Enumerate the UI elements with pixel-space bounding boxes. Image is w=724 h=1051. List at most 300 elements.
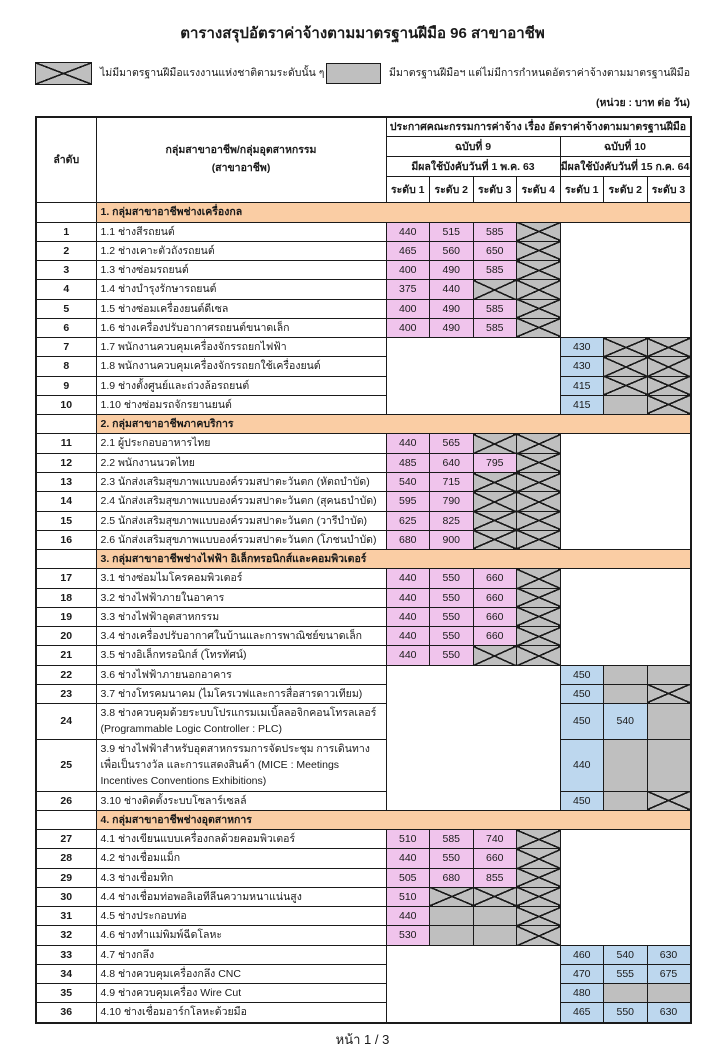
wage-cell: 375 (386, 280, 430, 299)
wage-cell: 595 (386, 492, 430, 511)
wage-cell: 550 (430, 588, 474, 607)
crossed-cell (517, 588, 561, 607)
crossed-cell (430, 887, 474, 906)
header-ed10-level-2: ระดับ 2 (604, 177, 648, 203)
legend-label-gray: มีมาตรฐานฝีมือฯ แต่ไม่มีการกำหนดอัตราค่าจ้างตามมาตรฐานฝีมือ (389, 66, 690, 79)
empty-cell (386, 945, 560, 964)
table-row (36, 739, 691, 791)
occupation-name-cell: 4.5 ช่างประกอบท่อ (96, 907, 386, 926)
table-row (36, 964, 691, 983)
crossed-cell (647, 395, 691, 414)
wage-cell: 550 (430, 849, 474, 868)
legend-item-gray (326, 63, 690, 84)
crossed-cell (517, 849, 561, 868)
crossed-cell (517, 280, 561, 299)
crossed-cell (517, 926, 561, 945)
crossed-cell (517, 473, 561, 492)
legend (35, 62, 690, 85)
empty-cell (386, 338, 560, 357)
section-header-row (36, 203, 691, 222)
occupation-name-cell: 4.10 ช่างเชื่อมอาร์กโลหะด้วยมือ (96, 1003, 386, 1023)
occupation-name-cell: 4.7 ช่างกลึง (96, 945, 386, 964)
header-ed9-level-4: ระดับ 4 (517, 177, 561, 203)
empty-cell (386, 1003, 560, 1023)
legend-item-crossed (35, 62, 324, 85)
header-effective-10: มีผลใช้บังคับวันที่ 15 ก.ค. 64 (560, 157, 691, 177)
empty-cell (560, 646, 691, 665)
empty-cell (386, 984, 560, 1003)
row-number-cell: 1 (36, 222, 96, 241)
empty-cell (560, 318, 691, 337)
wage-cell: 440 (560, 739, 604, 791)
table-row (36, 473, 691, 492)
empty-cell (386, 791, 560, 810)
row-number-cell: 11 (36, 434, 96, 453)
row-number-cell: 12 (36, 453, 96, 472)
occupation-name-cell: 1.9 ช่างตั้งศูนย์และถ่วงล้อรถยนต์ (96, 376, 386, 395)
row-number-cell: 2 (36, 241, 96, 260)
row-number-cell: 3 (36, 261, 96, 280)
occupation-name-cell: 3.4 ช่างเครื่องปรับอากาศในบ้านและการพาณิชย์ขนาดเล็ก (96, 627, 386, 646)
table-row (36, 607, 691, 626)
wage-cell: 790 (430, 492, 474, 511)
wage-cell: 440 (386, 434, 430, 453)
header-ed9-level-1: ระดับ 1 (386, 177, 430, 203)
wage-cell: 450 (560, 684, 604, 703)
occupation-name-cell: 2.2 พนักงานนวดไทย (96, 453, 386, 472)
wage-cell: 415 (560, 395, 604, 414)
wage-cell: 630 (647, 945, 691, 964)
gray-box-icon (326, 63, 381, 84)
occupation-name-cell: 2.3 นักส่งเสริมสุขภาพแบบองค์รวมสปาตะวันตก (หัตถบำบัด) (96, 473, 386, 492)
crossed-cell (517, 511, 561, 530)
wage-cell: 450 (560, 665, 604, 684)
row-number-cell: 34 (36, 964, 96, 983)
occupation-name-cell: 1.3 ช่างซ่อมรถยนต์ (96, 261, 386, 280)
wage-cell: 550 (430, 607, 474, 626)
crossed-cell (604, 338, 648, 357)
table-row (36, 280, 691, 299)
header-edition-9: ฉบับที่ 9 (386, 137, 560, 157)
table-row (36, 907, 691, 926)
wage-cell: 715 (430, 473, 474, 492)
empty-cell (386, 739, 560, 791)
wage-cell: 660 (473, 849, 517, 868)
section-title: 2. กลุ่มสาขาอาชีพภาคบริการ (96, 415, 691, 434)
empty-cell (560, 492, 691, 511)
table-row (36, 588, 691, 607)
occupation-name-cell: 1.4 ช่างบำรุงรักษารถยนต์ (96, 280, 386, 299)
occupation-name-cell: 3.10 ช่างติดตั้งระบบโซลาร์เซลล์ (96, 791, 386, 810)
no-rate-cell (604, 395, 648, 414)
row-number-cell: 17 (36, 569, 96, 588)
empty-cell (560, 530, 691, 549)
empty-cell (560, 627, 691, 646)
empty-cell (560, 299, 691, 318)
table-row (36, 222, 691, 241)
crossed-cell (517, 222, 561, 241)
crossed-cell (647, 376, 691, 395)
wage-cell: 440 (430, 280, 474, 299)
table-row (36, 684, 691, 703)
row-number-cell: 35 (36, 984, 96, 1003)
section-blank-cell (36, 550, 96, 569)
wage-cell: 550 (430, 646, 474, 665)
wage-cell: 680 (386, 530, 430, 549)
row-number-cell: 18 (36, 588, 96, 607)
occupation-name-cell: 2.1 ผู้ประกอบอาหารไทย (96, 434, 386, 453)
wage-cell: 795 (473, 453, 517, 472)
section-blank-cell (36, 810, 96, 829)
header-ed10-level-3: ระดับ 3 (647, 177, 691, 203)
wage-cell: 440 (386, 907, 430, 926)
crossed-box-icon (35, 62, 92, 85)
section-title: 4. กลุ่มสาขาอาชีพช่างอุตสาหการ (96, 810, 691, 829)
header-effective-9: มีผลใช้บังคับวันที่ 1 พ.ค. 63 (386, 157, 560, 177)
table-row (36, 318, 691, 337)
occupation-name-cell: 2.4 นักส่งเสริมสุขภาพแบบองค์รวมสปาตะวันตก (สุคนธบำบัด) (96, 492, 386, 511)
occupation-name-cell: 3.2 ช่างไฟฟ้าภายในอาคาร (96, 588, 386, 607)
table-row (36, 511, 691, 530)
empty-cell (386, 684, 560, 703)
row-number-cell: 14 (36, 492, 96, 511)
empty-cell (560, 241, 691, 260)
empty-cell (560, 280, 691, 299)
table-row (36, 627, 691, 646)
wage-cell: 440 (386, 588, 430, 607)
wage-table (35, 116, 692, 1024)
header-col-group-line1: กลุ่มสาขาอาชีพ/กลุ่มอุตสาหกรรม (165, 144, 317, 157)
wage-cell: 440 (386, 646, 430, 665)
table-row (36, 569, 691, 588)
occupation-name-cell: 4.1 ช่างเขียนแบบเครื่องกลด้วยคอมพิวเตอร์ (96, 830, 386, 849)
occupation-name-cell: 4.2 ช่างเชื่อมแม็ก (96, 849, 386, 868)
empty-cell (386, 395, 560, 414)
row-number-cell: 20 (36, 627, 96, 646)
wage-cell: 440 (386, 607, 430, 626)
row-number-cell: 28 (36, 849, 96, 868)
empty-cell (560, 607, 691, 626)
wage-cell: 900 (430, 530, 474, 549)
row-number-cell: 25 (36, 739, 96, 791)
table-row (36, 830, 691, 849)
row-number-cell: 33 (36, 945, 96, 964)
wage-cell: 565 (430, 434, 474, 453)
crossed-cell (604, 376, 648, 395)
empty-cell (560, 261, 691, 280)
occupation-name-cell: 1.5 ช่างซ่อมเครื่องยนต์ดีเซล (96, 299, 386, 318)
wage-cell: 550 (430, 627, 474, 646)
row-number-cell: 32 (36, 926, 96, 945)
no-rate-cell (604, 984, 648, 1003)
wage-cell: 660 (473, 607, 517, 626)
wage-cell: 585 (473, 222, 517, 241)
wage-cell: 480 (560, 984, 604, 1003)
section-blank-cell (36, 203, 96, 222)
row-number-cell: 16 (36, 530, 96, 549)
wage-cell: 555 (604, 964, 648, 983)
empty-cell (560, 511, 691, 530)
crossed-cell (517, 453, 561, 472)
occupation-name-cell: 1.2 ช่างเคาะตัวถังรถยนต์ (96, 241, 386, 260)
table-row (36, 849, 691, 868)
wage-cell: 825 (430, 511, 474, 530)
table-row (36, 376, 691, 395)
no-rate-cell (647, 704, 691, 740)
occupation-name-cell: 4.3 ช่างเชื่อมทิก (96, 868, 386, 887)
empty-cell (560, 473, 691, 492)
row-number-cell: 30 (36, 887, 96, 906)
crossed-cell (473, 434, 517, 453)
no-rate-cell (647, 739, 691, 791)
crossed-cell (517, 299, 561, 318)
crossed-cell (517, 492, 561, 511)
wage-cell: 450 (560, 704, 604, 740)
crossed-cell (517, 241, 561, 260)
section-header-row (36, 810, 691, 829)
wage-cell: 560 (430, 241, 474, 260)
wage-cell: 585 (473, 261, 517, 280)
crossed-cell (604, 357, 648, 376)
empty-cell (386, 357, 560, 376)
wage-cell: 465 (560, 1003, 604, 1023)
row-number-cell: 26 (36, 791, 96, 810)
wage-cell: 540 (386, 473, 430, 492)
occupation-name-cell: 4.9 ช่างควบคุมเครื่อง Wire Cut (96, 984, 386, 1003)
wage-cell: 660 (473, 588, 517, 607)
wage-cell: 585 (473, 318, 517, 337)
wage-cell: 585 (473, 299, 517, 318)
header-ed9-level-3: ระดับ 3 (473, 177, 517, 203)
crossed-cell (647, 791, 691, 810)
table-row (36, 945, 691, 964)
table-header (36, 117, 691, 203)
crossed-cell (473, 280, 517, 299)
row-number-cell: 13 (36, 473, 96, 492)
row-number-cell: 21 (36, 646, 96, 665)
row-number-cell: 36 (36, 1003, 96, 1023)
occupation-name-cell: 3.9 ช่างไฟฟ้าสำหรับอุตสาหกรรมการจัดประชุม การเดินทางเพื่อเป็นรางวัล และการแสดงสินค้า (MICE : Meetings Incentives Conventions Exhibitions) (96, 739, 386, 791)
wage-cell: 630 (647, 1003, 691, 1023)
wage-cell: 440 (386, 222, 430, 241)
section-title: 3. กลุ่มสาขาอาชีพช่างไฟฟ้า อิเล็กทรอนิกส์และคอมพิวเตอร์ (96, 550, 691, 569)
row-number-cell: 7 (36, 338, 96, 357)
table-row (36, 646, 691, 665)
row-number-cell: 10 (36, 395, 96, 414)
wage-cell: 515 (430, 222, 474, 241)
page-number: หน้า 1 / 3 (335, 1031, 390, 1047)
wage-cell: 470 (560, 964, 604, 983)
table-body (36, 203, 691, 1023)
wage-cell: 660 (473, 627, 517, 646)
empty-cell (560, 830, 691, 849)
crossed-cell (517, 646, 561, 665)
wage-cell: 650 (473, 241, 517, 260)
no-rate-cell (430, 907, 474, 926)
legend-label-crossed: ไม่มีมาตรฐานฝีมือแรงงานแห่งชาติตามระดับนั้น ๆ (100, 66, 325, 79)
header-col-group-line2: (สาขาอาชีพ) (211, 162, 271, 175)
empty-cell (560, 926, 691, 945)
table-row (36, 492, 691, 511)
crossed-cell (473, 530, 517, 549)
wage-cell: 485 (386, 453, 430, 472)
wage-cell: 440 (386, 627, 430, 646)
row-number-cell: 8 (36, 357, 96, 376)
crossed-cell (517, 318, 561, 337)
occupation-name-cell: 1.10 ช่างซ่อมรถจักรยานยนต์ (96, 395, 386, 414)
header-col-no: ลำดับ (36, 117, 96, 203)
crossed-cell (473, 473, 517, 492)
row-number-cell: 9 (36, 376, 96, 395)
wage-cell: 550 (430, 569, 474, 588)
wage-cell: 400 (386, 261, 430, 280)
row-number-cell: 4 (36, 280, 96, 299)
crossed-cell (517, 627, 561, 646)
no-rate-cell (604, 739, 648, 791)
table-row (36, 395, 691, 414)
occupation-name-cell: 1.8 พนักงานควบคุมเครื่องจักรรถยกใช้เครื่องยนต์ (96, 357, 386, 376)
header-ed10-level-1: ระดับ 1 (560, 177, 604, 203)
crossed-cell (517, 434, 561, 453)
wage-cell: 465 (386, 241, 430, 260)
empty-cell (560, 222, 691, 241)
empty-cell (560, 569, 691, 588)
table-row (36, 791, 691, 810)
wage-cell: 450 (560, 791, 604, 810)
wage-cell: 505 (386, 868, 430, 887)
empty-cell (560, 887, 691, 906)
table-row (36, 261, 691, 280)
row-number-cell: 6 (36, 318, 96, 337)
crossed-cell (647, 357, 691, 376)
wage-cell: 540 (604, 704, 648, 740)
crossed-cell (473, 887, 517, 906)
no-rate-cell (647, 984, 691, 1003)
wage-cell: 440 (386, 849, 430, 868)
wage-cell: 510 (386, 830, 430, 849)
occupation-name-cell: 4.8 ช่างควบคุมเครื่องกลึง CNC (96, 964, 386, 983)
occupation-name-cell: 4.6 ช่างทำแม่พิมพ์ฉีดโลหะ (96, 926, 386, 945)
table-row (36, 984, 691, 1003)
occupation-name-cell: 3.3 ช่างไฟฟ้าอุตสาหกรรม (96, 607, 386, 626)
empty-cell (386, 665, 560, 684)
crossed-cell (473, 646, 517, 665)
wage-cell: 640 (430, 453, 474, 472)
row-number-cell: 5 (36, 299, 96, 318)
row-number-cell: 15 (36, 511, 96, 530)
table-row (36, 434, 691, 453)
table-row (36, 887, 691, 906)
row-number-cell: 23 (36, 684, 96, 703)
crossed-cell (517, 887, 561, 906)
no-rate-cell (604, 684, 648, 703)
header-ed9-level-2: ระดับ 2 (430, 177, 474, 203)
wage-cell: 510 (386, 887, 430, 906)
occupation-name-cell: 1.7 พนักงานควบคุมเครื่องจักรรถยกไฟฟ้า (96, 338, 386, 357)
header-edition-10: ฉบับที่ 10 (560, 137, 691, 157)
wage-cell: 430 (560, 357, 604, 376)
table-row (36, 704, 691, 740)
wage-cell: 430 (560, 338, 604, 357)
table-row (36, 241, 691, 260)
row-number-cell: 22 (36, 665, 96, 684)
header-announcement: ประกาศคณะกรรมการค่าจ้าง เรื่อง อัตราค่าจ้างตามมาตรฐานฝีมือ (386, 117, 691, 137)
wage-cell: 415 (560, 376, 604, 395)
table-row (36, 926, 691, 945)
wage-cell: 855 (473, 868, 517, 887)
no-rate-cell (647, 665, 691, 684)
row-number-cell: 24 (36, 704, 96, 740)
wage-cell: 400 (386, 299, 430, 318)
no-rate-cell (473, 926, 517, 945)
empty-cell (560, 868, 691, 887)
wage-cell: 490 (430, 261, 474, 280)
crossed-cell (647, 684, 691, 703)
page-title: ตารางสรุปอัตราค่าจ้างตามมาตรฐานฝีมือ 96 สาขาอาชีพ (180, 25, 545, 42)
crossed-cell (517, 868, 561, 887)
empty-cell (386, 704, 560, 740)
wage-cell: 680 (430, 868, 474, 887)
crossed-cell (517, 530, 561, 549)
header-col-group (96, 117, 386, 203)
row-number-cell: 29 (36, 868, 96, 887)
wage-cell: 550 (604, 1003, 648, 1023)
crossed-cell (517, 907, 561, 926)
no-rate-cell (604, 791, 648, 810)
table-row (36, 357, 691, 376)
empty-cell (386, 964, 560, 983)
no-rate-cell (473, 907, 517, 926)
wage-cell: 490 (430, 299, 474, 318)
table-row (36, 299, 691, 318)
empty-cell (386, 376, 560, 395)
unit-note: (หน่วย : บาท ต่อ วัน) (596, 97, 690, 109)
table-row (36, 453, 691, 472)
table-row (36, 338, 691, 357)
occupation-name-cell: 3.8 ช่างควบคุมด้วยระบบโปรแกรมเมเบิ้ลลอจิกคอนโทรลเลอร์ (Programmable Logic Controller : PLC) (96, 704, 386, 740)
empty-cell (560, 849, 691, 868)
crossed-cell (517, 607, 561, 626)
table-row (36, 868, 691, 887)
wage-cell: 660 (473, 569, 517, 588)
crossed-cell (517, 830, 561, 849)
wage-cell: 490 (430, 318, 474, 337)
wage-cell: 740 (473, 830, 517, 849)
no-rate-cell (430, 926, 474, 945)
wage-cell: 625 (386, 511, 430, 530)
row-number-cell: 27 (36, 830, 96, 849)
occupation-name-cell: 2.6 นักส่งเสริมสุขภาพแบบองค์รวมสปาตะวันตก (โภชนบำบัด) (96, 530, 386, 549)
crossed-cell (647, 338, 691, 357)
occupation-name-cell: 1.6 ช่างเครื่องปรับอากาศรถยนต์ขนาดเล็ก (96, 318, 386, 337)
empty-cell (560, 453, 691, 472)
no-rate-cell (604, 665, 648, 684)
empty-cell (560, 907, 691, 926)
occupation-name-cell: 3.1 ช่างซ่อมไมโครคอมพิวเตอร์ (96, 569, 386, 588)
empty-cell (560, 588, 691, 607)
wage-cell: 530 (386, 926, 430, 945)
section-header-row (36, 415, 691, 434)
table-row (36, 530, 691, 549)
table-row (36, 665, 691, 684)
crossed-cell (473, 511, 517, 530)
crossed-cell (473, 492, 517, 511)
occupation-name-cell: 3.5 ช่างอิเล็กทรอนิกส์ (โทรทัศน์) (96, 646, 386, 665)
section-title: 1. กลุ่มสาขาอาชีพช่างเครื่องกล (96, 203, 691, 222)
occupation-name-cell: 3.7 ช่างโทรคมนาคม (ไมโครเวฟและการสื่อสารดาวเทียม) (96, 684, 386, 703)
occupation-name-cell: 3.6 ช่างไฟฟ้าภายนอกอาคาร (96, 665, 386, 684)
occupation-name-cell: 1.1 ช่างสีรถยนต์ (96, 222, 386, 241)
